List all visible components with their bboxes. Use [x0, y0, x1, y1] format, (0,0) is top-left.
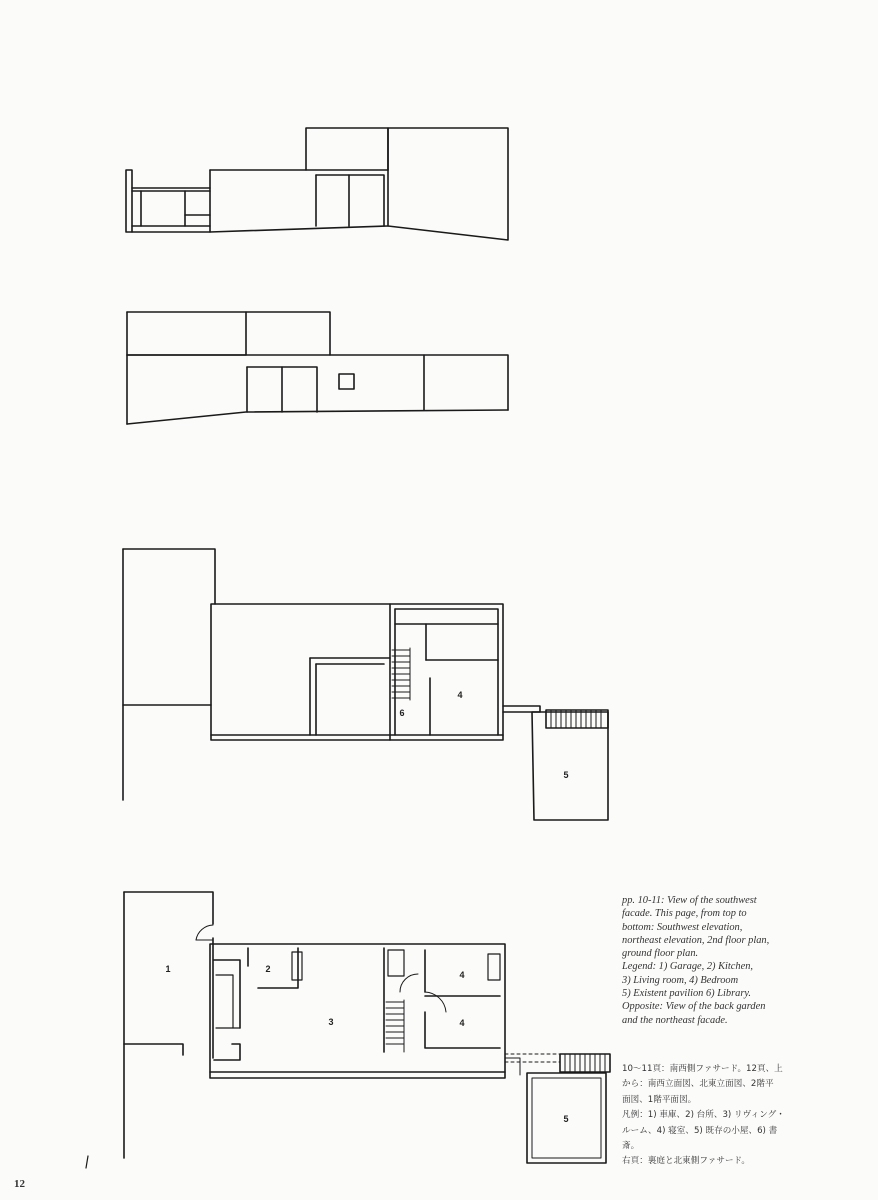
- caption-line: Legend: 1) Garage, 2) Kitchen,: [622, 961, 754, 973]
- jp-caption-line: 斎。: [622, 1141, 640, 1152]
- jp-caption-line: 右頁：裏庭と北東側ファサード。: [622, 1156, 750, 1167]
- label-pavilion: 5: [563, 1114, 569, 1124]
- japanese-caption: [622, 1062, 868, 1170]
- caption-line: ground floor plan.: [622, 948, 699, 960]
- label-bedroom-b: 4: [459, 1018, 465, 1028]
- label-living-room: 3: [328, 1017, 334, 1027]
- pen-mark: [86, 1156, 88, 1168]
- label-garage: 1: [165, 964, 171, 974]
- label-kitchen: 2: [265, 964, 271, 974]
- label-bedroom-a: 4: [459, 970, 465, 980]
- jp-caption-line: 面図、1階平面図。: [622, 1094, 697, 1105]
- northeast-elevation: [127, 312, 508, 424]
- caption-line: 5) Existent pavilion 6) Library.: [622, 988, 752, 1000]
- label-pavilion-2f: 5: [563, 770, 569, 780]
- page-number: 12: [14, 1178, 25, 1190]
- jp-caption-line: 10～11頁：南西側ファサード。12頁、上: [622, 1064, 783, 1074]
- southwest-elevation: [126, 128, 508, 240]
- caption-line: pp. 10-11: View of the southwest: [622, 895, 757, 906]
- jp-caption-line: から：南西立面図、北東立面図、2階平: [622, 1079, 774, 1090]
- caption-line: and the northeast facade.: [622, 1014, 728, 1026]
- second-floor-plan: [123, 549, 608, 820]
- label-bedroom-2f: 4: [457, 690, 463, 700]
- ground-floor-plan: [124, 892, 610, 1163]
- english-caption: [622, 894, 868, 1027]
- label-library-2f: 6: [399, 708, 405, 718]
- jp-caption-line: ルーム、4) 寝室、5) 既存の小屋、6) 書: [622, 1125, 778, 1136]
- caption-line: 3) Living room, 4) Bedroom: [622, 974, 739, 986]
- caption-line: northeast elevation, 2nd floor plan,: [622, 934, 770, 946]
- caption-line: bottom: Southwest elevation,: [622, 921, 743, 933]
- jp-caption-line: 凡例：1) 車庫、2) 台所、3) リヴィング・: [622, 1110, 785, 1121]
- caption-line: Opposite: View of the back garden: [622, 1001, 766, 1013]
- caption-line: facade. This page, from top to: [622, 908, 747, 920]
